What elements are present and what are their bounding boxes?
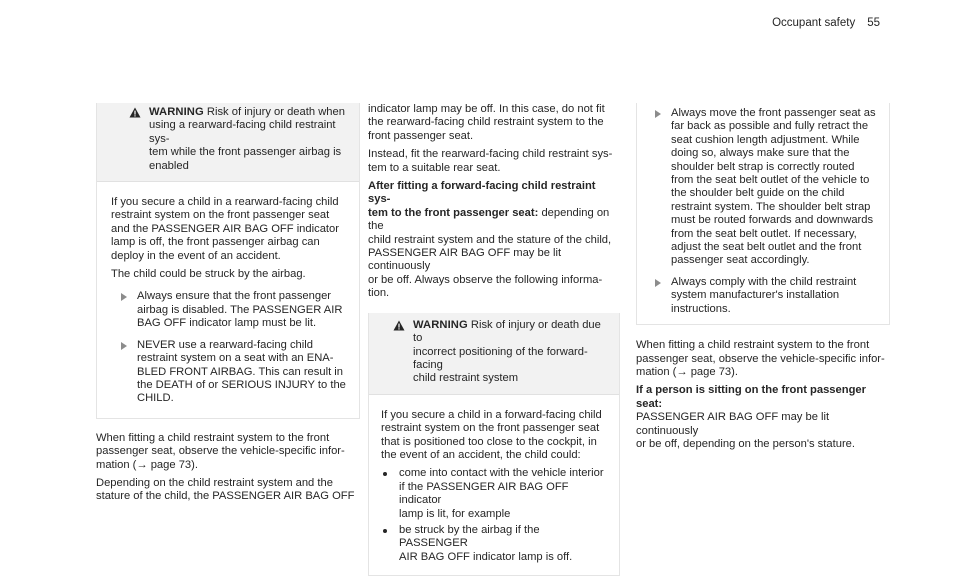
paragraph: After fitting a forward-facing child restraint sys- tem to the front passenger seat: depending on the child restraint system and the stature of the child, PASSENGER AIR BAG OFF may be lit continuously or be off. Always observe the following informa- tion. <box>368 180 612 300</box>
paragraph: indicator lamp may be off. In this case, do not fit the rearward-facing child restraint system to the front passenger seat. <box>368 103 605 142</box>
instruction-item: NEVER use a rearward-facing child restraint system on a seat with an ENA- BLED FRONT AIRBAG. This can result in the DEATH of or SERIOUS INJURY to the CHILD. <box>111 339 349 406</box>
warning-triangle-icon <box>129 107 141 118</box>
instruction-item: Always ensure that the front passenger airbag is disabled. The PASSENGER AIR BAG OFF indicator lamp must be lit. <box>111 290 349 330</box>
warning-header: WARNING Risk of injury or death due to incorrect positioning of the forward-facing child restraint system <box>369 313 619 395</box>
subheading: After fitting a forward-facing child restraint sys- <box>368 180 596 206</box>
paragraph: Instead, fit the rearward-facing child restraint sys- tem to a suitable rear seat. <box>368 148 613 174</box>
instruction-item: Always move the front passenger seat as far back as possible and fully retract the seat cushion length adjustment. While doing so, always make sure that the shoulder belt strap is correctly routed from the seat belt outlet of the vehicle to the shoulder belt guide on the child restraint system. The shoulder belt strap must be routed forwards and downwards from the seat belt outlet. If necessary, adjust the seat belt outlet and the front passenger seat accordingly. <box>645 107 881 268</box>
column-3 <box>636 103 890 456</box>
subheading: If a person is sitting on the front passenger seat: <box>636 384 866 410</box>
instruction-item: Always comply with the child restraint system manufacturer's installation instructions. <box>645 276 881 316</box>
paragraph: Depending on the child restraint system and the stature of the child, the PASSENGER AIR BAG OFF <box>96 476 355 503</box>
paragraph: If you secure a child in a rearward-facing child restraint system on the front passenger seat and the PASSENGER AIR BAG OFF indicator lamp is off, the front passenger airbag can deploy in the event of an accident. <box>111 196 339 262</box>
column-2 <box>368 103 620 576</box>
list-item: come into contact with the vehicle interior if the PASSENGER AIR BAG OFF indicator lamp is lit, for example <box>381 467 609 521</box>
warning-block-rearward <box>96 103 360 419</box>
paragraph: The child could be struck by the airbag. <box>111 268 306 281</box>
triangle-bullet-icon <box>121 342 127 350</box>
paragraph: If you secure a child in a forward-facing child restraint system on the front passenger seat that is positioned too close to the cockpit, in the event of an accident, the child could: <box>381 408 602 461</box>
warning-label: WARNING <box>149 106 204 118</box>
instruction-block <box>636 103 890 325</box>
triangle-bullet-icon <box>655 110 661 118</box>
warning-header: WARNING Risk of injury or death when using a rearward-facing child restraint sys- tem while the front passenger airbag is enabled <box>97 103 359 182</box>
warning-block-forward <box>368 313 620 576</box>
paragraph: When fitting a child restraint system to the front passenger seat, observe the vehicle-specific infor- mation (→ page 73). <box>636 339 885 378</box>
bullet-dot-icon <box>383 529 387 533</box>
page-number: 55 <box>867 17 880 29</box>
warning-label: WARNING <box>413 318 468 331</box>
subheading: tem to the front passenger seat: <box>368 206 539 219</box>
paragraph: When fitting a child restraint system to the front passenger seat, observe the vehicle-specific infor- mation (→ page 73). <box>96 431 345 471</box>
section-title: Occupant safety <box>772 17 856 29</box>
triangle-bullet-icon <box>655 279 661 287</box>
warning-triangle-icon <box>393 320 405 331</box>
page-header <box>772 17 880 30</box>
consequence-list <box>381 467 609 564</box>
list-item: be struck by the airbag if the PASSENGER AIR BAG OFF indicator lamp is off. <box>381 524 609 564</box>
bullet-dot-icon <box>383 472 387 476</box>
column-1 <box>96 103 360 509</box>
paragraph: If a person is sitting on the front passenger seat: PASSENGER AIR BAG OFF may be lit continuously or be off, depending on the person's stature. <box>636 384 866 450</box>
triangle-bullet-icon <box>121 293 127 301</box>
